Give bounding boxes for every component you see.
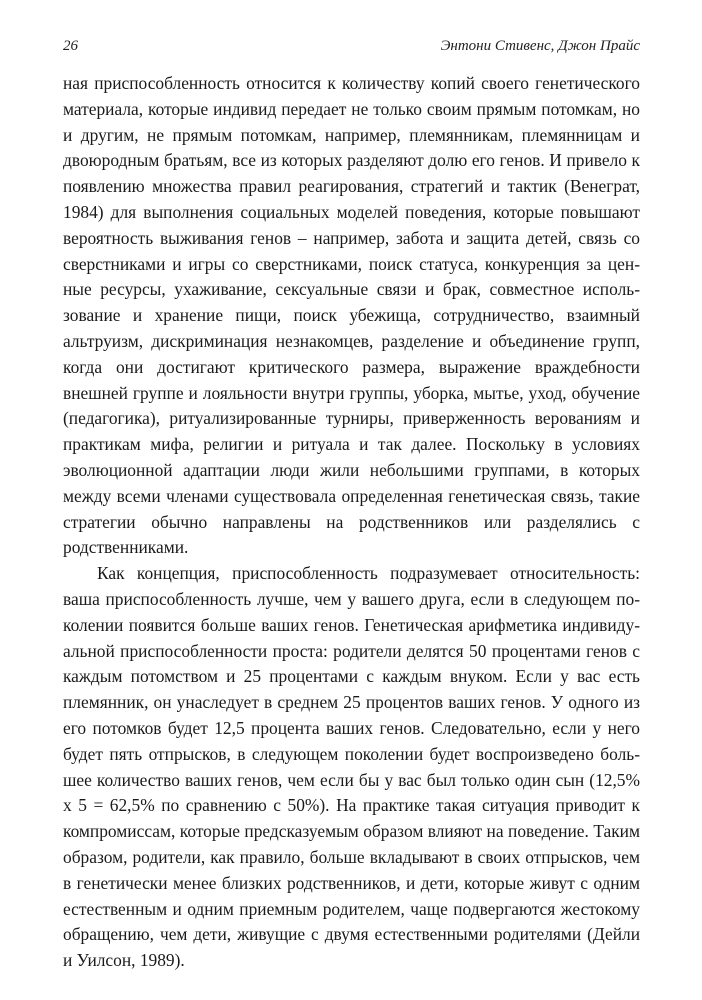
page-header — [63, 38, 640, 58]
body-text — [63, 71, 640, 974]
page-number: 26 — [63, 38, 78, 54]
running-head-authors: Энтони Стивенс, Джон Прайс — [440, 38, 640, 54]
paragraph-fitness-concept: Как концепция, приспособленность подразумевает относительность: ваша приспособленность лучше, чем у вашего друга, если в следующем поколении появится больше ваших генов. Генетическая арифметика индивидуальной приспособленности проста: родители делятся 50 процентами генов с каждым потомством и 25 процентами с каждым внуком. Если у вас есть племянник, он унаследует в среднем 25 процентов ваших генов. У одного из его потомков будет 12,5 процента ваших генов. Следовательно, если у него будет пять отпрысков, в следующем поколении будет воспроизведено большее количество ваших генов, чем если бы у вас был только один сын (12,5% x 5 = 62,5% по сравнению с 50%). На практике такая ситуация приводит к компромиссам, которые предсказуемым образом влияют на поведение. Таким образом, родители, как правило, больше вкладывают в своих отпрысков, чем в генетически менее близких родственников, и дети, которые живут с одним естественным и одним приемным родителем, чаще подвергаются жестокому обращению, чем дети, живущие с двумя естественными родителями (Дейли и Уилсон, 1989). — [63, 563, 640, 971]
paragraph-continued: ная приспособленность относится к количеству копий своего генетического материала, которые индивид передает не только своим прямым потомкам, но и другим, не прямым потомкам, например, племянникам, племянницам и двоюродным братьям, все из которых разделяют долю его генов. И привело к появлению множества правил реагирования, стратегий и тактик (Венеграт, 1984) для выполнения социальных моделей поведения, которые повышают вероятность выживания генов – например, забота и защита детей, связь со сверстниками и игры со сверстниками, поиск статуса, конкуренция за ценные ресурсы, ухаживание, сексуальные связи и брак, совместное использование и хранение пищи, поиск убежища, сотрудничество, взаимный альтруизм, дискриминация незнакомцев, разделение и объединение групп, когда они достигают критического размера, выражение враждебности внешней группе и лояльности внутри группы, уборка, мытье, уход, обучение (педагогика), ритуализированные турниры, приверженность верованиям и практикам мифа, религии и ритуала и так далее. Поскольку в условиях эволюционной адаптации люди жили небольшими группами, в которых между всеми членами существовала определенная генетическая связь, такие стратегии обычно направлены на родственников или разделялись с родственниками. — [63, 73, 640, 558]
